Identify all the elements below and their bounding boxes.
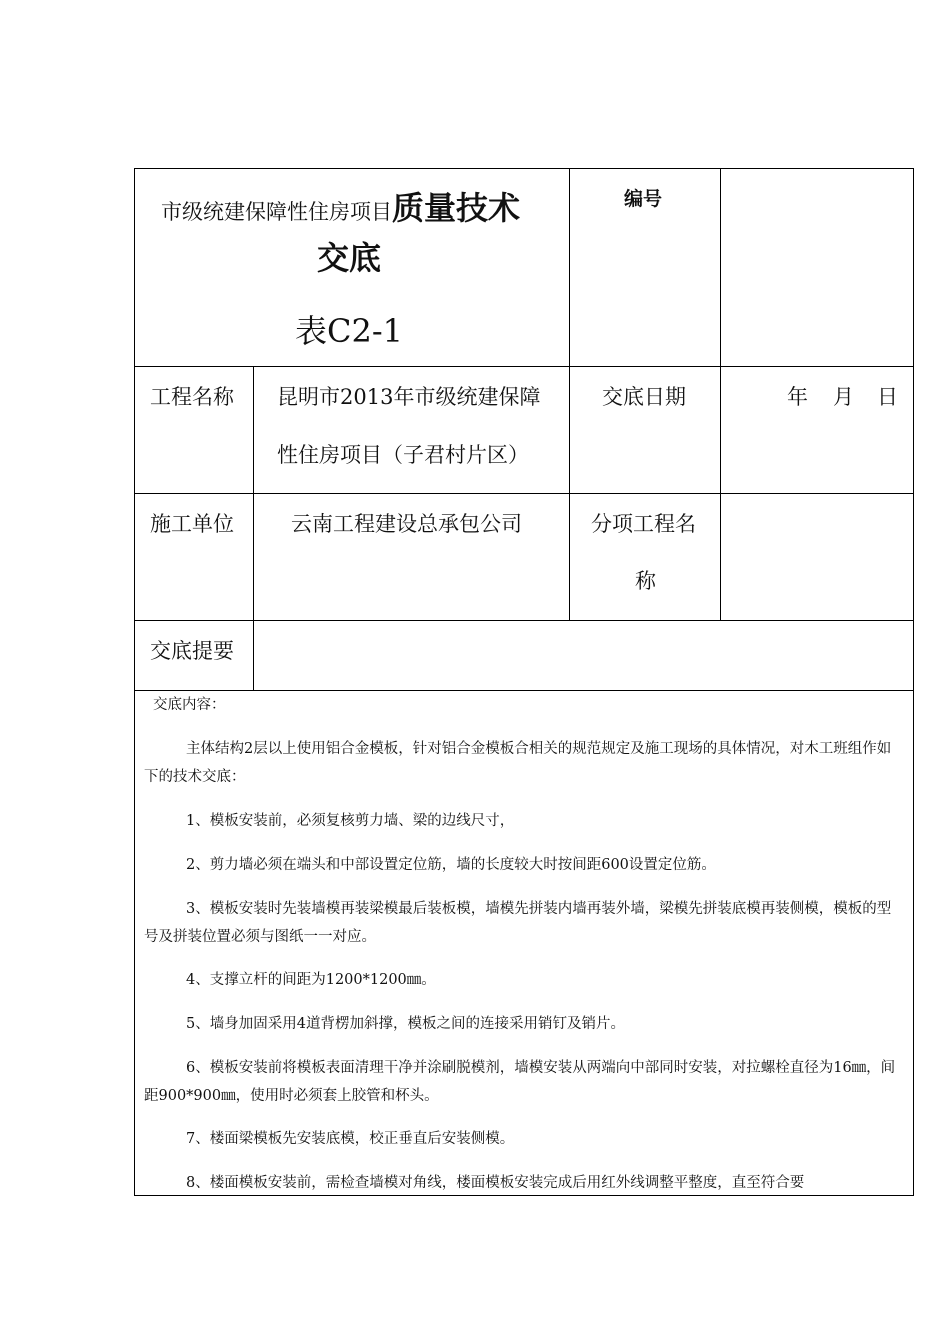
content-paragraph-8: 8、楼面模板安装前，需检查墙模对角线，楼面模板安装完成后用红外线调整平整度，直至符合要 [186, 1175, 805, 1191]
row-divider-1 [135, 366, 913, 367]
date-day: 日 [877, 385, 898, 409]
row-divider-2 [135, 493, 913, 494]
content-paragraph-6: 6、模板安装前将模板表面清理干净并涂刷脱模剂，墙模安装从两端向中部同时安装，对拉螺栓直径为16㎜，间距900*900㎜，使用时必须套上胶管和杯头。 [144, 1060, 896, 1104]
content-paragraph-3: 3、模板安装时先装墙模再装梁模最后装板模，墙模先拼装内墙再装外墙，梁模先拼装底模再装侧模，模板的型号及拼装位置必须与图纸一一对应。 [144, 901, 892, 945]
number-label: 编号 [624, 188, 663, 210]
form-title-line3: 表C2-1 [295, 312, 404, 350]
content-paragraph-1: 1、模板安装前，必须复核剪力墙、梁的边线尺寸， [186, 813, 515, 829]
form-title-line1 [161, 183, 520, 229]
content-paragraph-5: 5、墙身加固采用4道背楞加斜撑，模板之间的连接采用销钉及销片。 [186, 1016, 625, 1032]
col-divider-label [253, 366, 254, 690]
col-divider-title [569, 169, 570, 620]
date-month: 月 [833, 385, 854, 409]
project-name-label: 工程名称 [150, 385, 234, 409]
content-paragraph-4: 4、支撑立杆的间距为1200*1200㎜。 [186, 972, 436, 988]
content-paragraph-7: 7、楼面梁模板先安装底模，校正垂直后安装侧模。 [186, 1131, 515, 1147]
form-title-prefix: 市级统建保障性住房项目 [161, 200, 392, 224]
sub-project-label-line1: 分项工程名 [591, 512, 696, 536]
content-heading: 交底内容： [153, 697, 226, 713]
contractor-value: 云南工程建设总承包公司 [291, 512, 522, 536]
contractor-label: 施工单位 [150, 512, 234, 536]
technical-disclosure-form [134, 168, 914, 1196]
sub-project-label-line2: 称 [635, 569, 656, 593]
project-name-line1: 昆明市2013年市级统建保障 [277, 385, 541, 409]
col-divider-number [720, 169, 721, 620]
date-label: 交底日期 [602, 385, 686, 409]
summary-label: 交底提要 [150, 639, 234, 663]
form-title-emphasis: 质量技术 [392, 189, 521, 227]
form-title-line2: 交底 [317, 239, 382, 277]
content-paragraph-intro: 主体结构2层以上使用铝合金模板，针对铝合金模板合相关的规范规定及施工现场的具体情况，对木工班组作如下的技术交底： [144, 741, 892, 785]
project-name-line2: 性住房项目（子君村片区） [277, 443, 529, 467]
content-paragraph-2: 2、剪力墙必须在端头和中部设置定位筋，墙的长度较大时按间距600设置定位筋。 [186, 857, 716, 873]
date-year: 年 [787, 385, 808, 409]
row-divider-3 [135, 620, 913, 621]
